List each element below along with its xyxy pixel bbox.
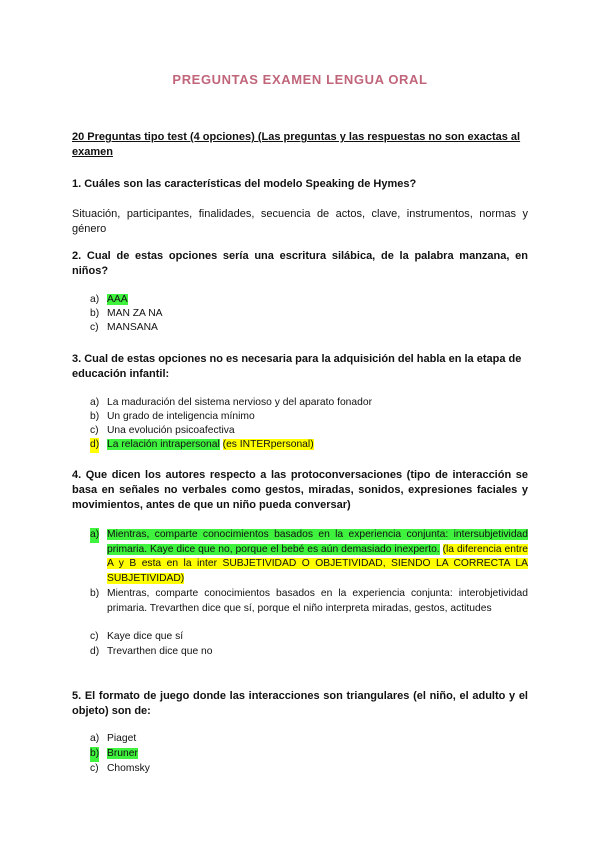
option-text: Piaget [107, 733, 137, 744]
option-q2-b [90, 307, 528, 322]
page-title: PREGUNTAS EXAMEN LENGUA ORAL [172, 72, 428, 87]
option-q2-a [90, 293, 528, 308]
option-label: c) [90, 322, 99, 333]
option-q3-b [90, 410, 528, 425]
option-q5-b [90, 747, 528, 762]
option-q4-b [90, 587, 528, 616]
option-label: a) [90, 733, 100, 744]
option-note: (es INTERpersonal) [222, 439, 314, 450]
option-q2-c [90, 321, 528, 336]
question-2: 2. Cual de estas opciones sería una escritura silábica, de la palabra manzana, en niños? [72, 250, 528, 277]
option-text: Una evolución psicoafectiva [107, 425, 235, 436]
option-q3-c [90, 424, 528, 439]
option-q4-d [90, 645, 528, 660]
option-label: b) [90, 308, 100, 319]
option-text: Chomsky [107, 763, 150, 774]
option-label: b) [90, 747, 99, 762]
option-q3-d [90, 438, 528, 453]
intro-heading: 20 Preguntas tipo test (4 opciones) (Las preguntas y las respuestas no son exactas al examen [72, 131, 521, 158]
option-q4-a [90, 528, 528, 586]
answer-1: Situación, participantes, finalidades, secuencia de actos, clave, instrumentos, normas y género [72, 208, 528, 235]
option-text: Trevarthen dice que no [107, 646, 213, 657]
option-text: La maduración del sistema nervioso y del aparato fonador [107, 397, 373, 408]
option-text: Un grado de inteligencia mínimo [107, 411, 255, 422]
option-text: Mientras, comparte conocimientos basados en la experiencia conjunta: interobjetividad primaria. Trevarthen dice que sí, porque el niño interpreta miradas, gestos, actitudes [107, 588, 528, 614]
option-label: a) [90, 397, 100, 408]
option-label: d) [90, 438, 99, 453]
option-label: c) [90, 425, 99, 436]
option-label: c) [90, 631, 99, 642]
question-5: 5. El formato de juego donde las interacciones son triangulares (el niño, el adulto y el objeto) son de: [72, 690, 528, 717]
question-4: 4. Que dicen los autores respecto a las protoconversaciones (tipo de interacción se basa en señales no verbales como gestos, miradas, sonidos, expresiones faciales y movimientos, antes de que un niño pueda conversar) [72, 469, 528, 511]
option-text: MAN ZA NA [107, 308, 163, 319]
option-label: c) [90, 763, 99, 774]
option-text-correct: La relación intrapersonal [107, 439, 220, 450]
question-3: 3. Cual de estas opciones no es necesaria para la adquisición del habla en la etapa de educación infantil: [72, 353, 522, 380]
option-text-correct: Mientras, comparte conocimientos basados en la experiencia conjunta: intersubjetividad primaria. Kaye dice que no, porque el bebé es aún demasiado inexperto. [107, 529, 528, 555]
option-text-correct: AAA [107, 294, 128, 305]
option-label: b) [90, 588, 100, 599]
option-label: a) [90, 528, 99, 543]
option-label: d) [90, 646, 100, 657]
question-1: 1. Cuáles son las características del modelo Speaking de Hymes? [72, 178, 417, 190]
option-label: b) [90, 411, 100, 422]
option-text: MANSANA [107, 322, 158, 333]
option-q4-c [90, 630, 528, 645]
option-q3-a [90, 396, 528, 411]
option-note: (la diferencia entre A y B esta en la inter SUBJETIVIDAD O OBJETIVIDAD, SIENDO LA CORRECTA LA SUBJETIVIDAD) [107, 543, 528, 584]
option-q5-a [90, 732, 528, 747]
option-label: a) [90, 294, 100, 305]
option-q5-c [90, 762, 528, 777]
option-text-correct: Bruner [107, 748, 138, 759]
option-text: Kaye dice que sí [107, 631, 184, 642]
